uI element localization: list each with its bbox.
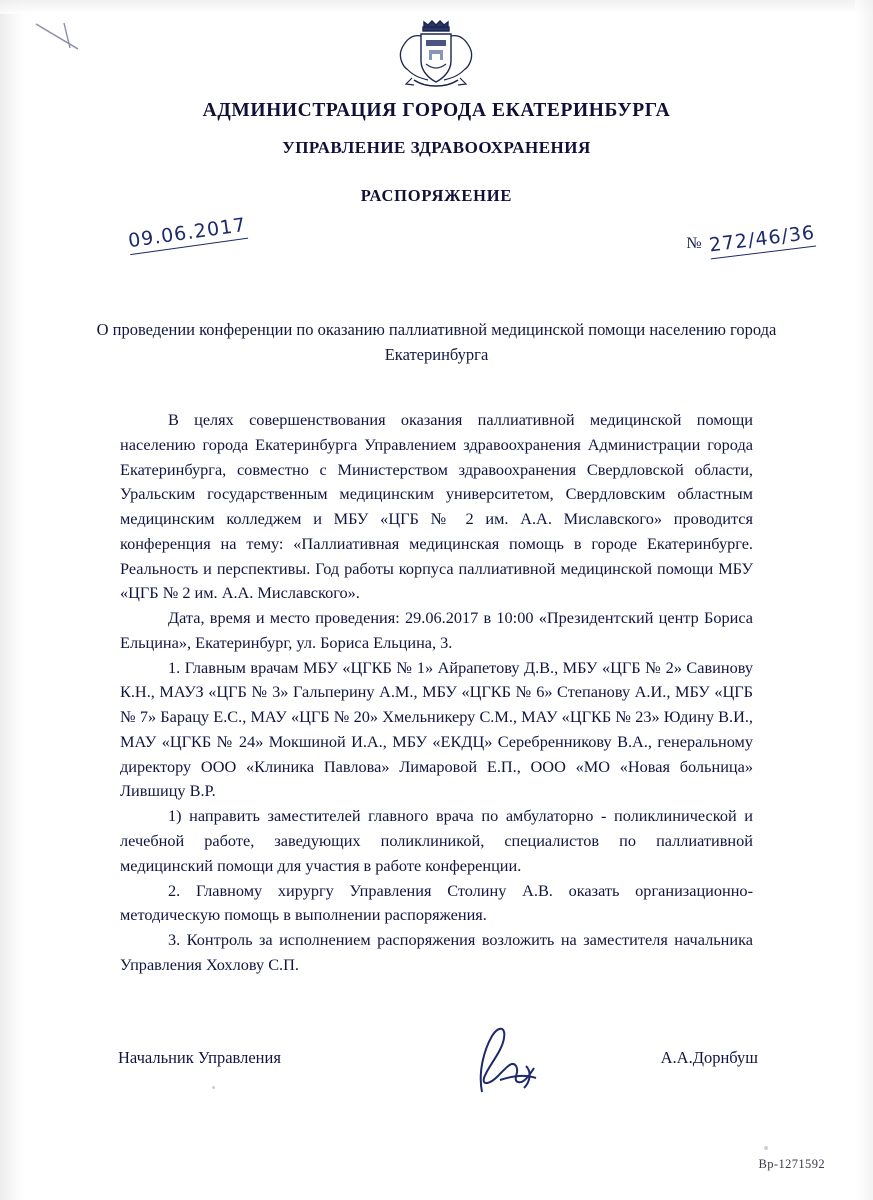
scan-speck (212, 1086, 215, 1089)
number-handwritten: 272/46/36 (707, 222, 816, 260)
paragraph: 1) направить заместителей главного врача по амбулаторно - поликлинической и лечебной работе, заведующих поликлиникой, специалистов по паллиативной медицинский помощи для участия в работе конференции. (120, 806, 753, 875)
number-label: № (686, 235, 702, 252)
scan-edge-top (0, 0, 873, 14)
paragraph: 1. Главным врачам МБУ «ЦГКБ № 1» Айрапетову Д.В., МБУ «ЦГБ № 2» Савинову К.Н., МАУЗ «ЦГБ № 3» Гальперину А.М., МБУ «ЦГКБ № 6» Степанову А.И., МБУ «ЦГБ № 7» Барацу Е.С., МАУ «ЦГБ № 20» Хмельникеру С.М., МАУ «ЦГКБ № 23» Юдину В.И., МАУ «ЦГКБ № 24» Мокшиной И.А., МБУ «ЕКДЦ» Серебренникову В.А., генеральному директору ООО «Клиника Павлова» Лимаровой Е.П., ООО «МО «Новая больница» Лившицу В.Р. (120, 657, 753, 801)
paragraph: В целях совершенствования оказания паллиативной медицинской помощи населению города Екатеринбурга Управлением здравоохранения Администрации города Екатеринбурга, совместно с Министерством здравоохранения Свердловской области, Уральским государственным медицинским университетом, Свердловским областным медицинским колледжем и МБУ «ЦГБ № 2 им. А.А. Миславского» проводится конференция на тему: «Паллиативная медицинская помощь в городе Екатеринбурге. Реальность и перспективы. Год работы корпуса паллиативной медицинской помощи МБУ «ЦГБ № 2 им. А.А. Миславского». (120, 410, 753, 603)
document-content (120, 408, 753, 978)
signature-position: Начальник Управления (118, 1048, 281, 1067)
footer-code: Вр-1271592 (758, 1157, 825, 1171)
scan-speck (764, 1146, 768, 1150)
scan-edge-right (855, 0, 873, 1200)
date-handwritten: 09.06.2017 (127, 214, 248, 255)
paragraph: Дата, время и место проведения: 29.06.2017 в 10:00 «Президентский центр Бориса Ельцина», Екатеринбург, ул. Бориса Ельцина, 3. (120, 608, 753, 652)
document-subject: О проведении конференции по оказанию паллиативной медицинской помощи населению города Екатеринбурга (96, 320, 777, 364)
document-header (87, 100, 787, 206)
coat-of-arms-icon (388, 18, 484, 92)
paragraph: 3. Контроль за исполнением распоряжения возложить на заместителя начальника Управления Хохлову С.П. (120, 930, 753, 974)
signature-name: А.А.Дорнбуш (660, 1048, 758, 1067)
organization-line-1: АДМИНИСТРАЦИЯ ГОРОДА ЕКАТЕРИНБУРГА (202, 100, 671, 121)
paragraph: 2. Главному хирургу Управления Столину А.В. оказать организационно-методическую помощь в выполнении распоряжения. (120, 880, 753, 925)
document-type: РАСПОРЯЖЕНИЕ (360, 186, 513, 205)
signature-row (118, 1048, 758, 1068)
corner-pencil-mark (34, 22, 86, 52)
document-number-group (686, 221, 816, 257)
organization-line-2: УПРАВЛЕНИЕ ЗДРАВООХРАНЕНИЯ (282, 138, 591, 157)
scan-edge-left (0, 0, 26, 1200)
